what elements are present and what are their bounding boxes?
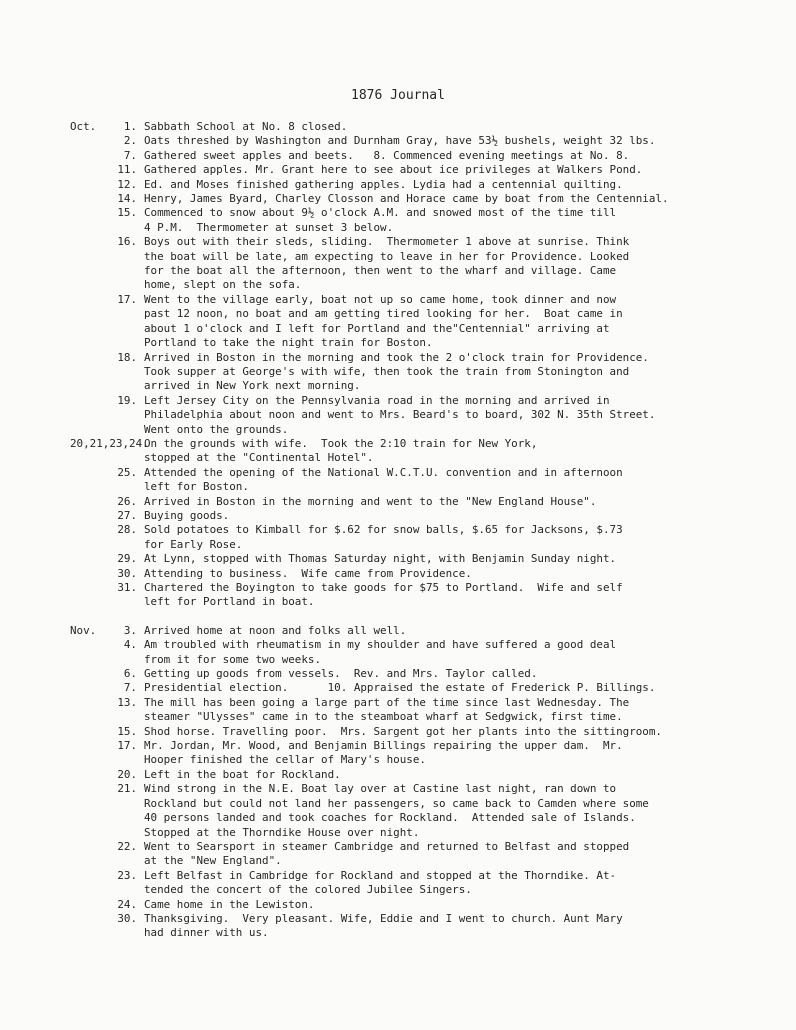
entry-line: Arrived in Boston in the morning and took the 2 o'clock train for Providence. [144, 350, 649, 364]
entry-line: Portland to take the night train for Boston. [144, 336, 433, 350]
entry-day: 11. [117, 163, 137, 177]
journal-entry [70, 840, 770, 869]
journal-entry [70, 725, 770, 739]
entry-month [70, 869, 109, 898]
entry-day: 17. [117, 739, 137, 753]
entry-day: 30. [117, 911, 137, 925]
entry-text [144, 351, 649, 394]
entry-month [70, 567, 109, 581]
entry-text [144, 739, 623, 768]
journal-entry [70, 163, 770, 177]
journal-entry [70, 681, 770, 695]
entry-line: steamer "Ulysses" came in to the steamboat wharf at Sedgwick, first time. [144, 710, 623, 724]
journal-entry [70, 120, 770, 134]
entry-line: Attended the opening of the National W.C.T.U. convention and in afternoon [144, 465, 623, 479]
entry-day: 19. [117, 393, 137, 407]
entry-line: Chartered the Boyington to take goods for $75 to Portland. Wife and self [144, 581, 623, 594]
journal-entry [70, 869, 770, 898]
entry-line: Commenced to snow about 9½ o'clock A.M. and snowed most of the time till [144, 206, 617, 220]
entry-day: 30. [117, 566, 137, 580]
entry-day: 16. [117, 235, 137, 249]
entry-month [70, 581, 109, 610]
entry-line: Gathered sweet apples and beets. 8. Commenced evening meetings at No. 8. [144, 148, 630, 162]
entry-line: arrived in New York next morning. [144, 379, 361, 393]
entry-day: 3. [123, 623, 137, 637]
entry-line: Came home in the Lewiston. [144, 897, 315, 911]
entry-day: 13. [117, 695, 137, 709]
entry-line: Am troubled with rheumatism in my shoulder and have suffered a good deal [144, 638, 617, 652]
entry-month [70, 667, 109, 681]
entry-text [144, 178, 623, 192]
entry-text [144, 667, 537, 681]
entry-text [144, 192, 669, 206]
entry-month [70, 178, 109, 192]
entry-line: Ed. and Moses finished gathering apples. Lydia had a centennial quilting. [144, 177, 623, 191]
journal-entry [70, 437, 770, 466]
entry-text [144, 725, 662, 739]
entry-text [144, 120, 347, 134]
journal-entry [70, 782, 770, 840]
entry-line: for Early Rose. [144, 537, 243, 551]
entry-day: 20. [117, 767, 137, 781]
journal-entry [70, 235, 770, 293]
entry-line: about 1 o'clock and I left for Portland and the"Centennial" arriving at [144, 321, 610, 335]
journal-entry [70, 696, 770, 725]
entry-month [70, 134, 109, 148]
entry-month: Nov. [70, 623, 97, 637]
entry-line: The mill has been going a large part of the time since last Wednesday. The [144, 695, 630, 709]
entry-text [144, 768, 341, 782]
entry-month [70, 782, 109, 840]
journal-entry [70, 149, 770, 163]
entry-text [144, 696, 629, 725]
entry-line: On the grounds with wife. Took the 2:10 train for New York, [144, 436, 538, 450]
entry-line: Arrived in Boston in the morning and went to the "New England House". [144, 494, 597, 508]
entry-day: 25. [117, 465, 137, 479]
entry-month [70, 466, 109, 495]
entry-line: stopped at the "Continental Hotel". [144, 451, 374, 465]
entry-line: past 12 noon, no boat and am getting tired looking for her. Boat came in [144, 307, 623, 321]
entry-text [144, 495, 596, 509]
entry-line: Getting up goods from vessels. Rev. and Mrs. Taylor called. [144, 667, 538, 681]
entry-line: Hooper finished the cellar of Mary's house. [144, 753, 426, 767]
entry-month [70, 696, 109, 725]
entry-text [144, 912, 623, 941]
entry-month [70, 206, 109, 235]
entry-line: 40 persons landed and took coaches for Rockland. Attended sale of Islands. [144, 811, 636, 825]
entry-month [70, 192, 109, 206]
entry-text [144, 134, 655, 148]
entry-day: 23. [117, 868, 137, 882]
entry-text [144, 567, 472, 581]
entry-month [70, 235, 109, 293]
entry-month [70, 293, 109, 351]
entry-month [70, 523, 109, 552]
journal-entry [70, 667, 770, 681]
entry-line: tended the concert of the colored Jubilee Singers. [144, 883, 472, 897]
entry-month [70, 163, 109, 177]
journal-entry [70, 466, 770, 495]
entry-line: Thanksgiving. Very pleasant. Wife, Eddie and I went to church. Aunt Mary [144, 911, 623, 925]
journal-entry [70, 509, 770, 523]
entry-month [70, 768, 109, 782]
journal-entry [70, 552, 770, 566]
entry-day: 28. [117, 523, 137, 537]
entry-line: Mr. Jordan, Mr. Wood, and Benjamin Billings repairing the upper dam. Mr. [144, 739, 623, 753]
journal-entry [70, 768, 770, 782]
entry-month [70, 898, 109, 912]
entry-month: Oct. [70, 120, 97, 133]
journal-entry [70, 739, 770, 768]
month-separator [70, 610, 770, 624]
entry-line: Left Jersey City on the Pennsylvania road in the morning and arrived in [144, 393, 610, 407]
journal-entry [70, 394, 770, 437]
entry-text [144, 466, 623, 495]
entry-line: Stopped at the Thorndike House over night. [144, 825, 420, 839]
entry-month [70, 638, 109, 667]
entry-line: Left in the boat for Rockland. [144, 767, 341, 781]
entry-day: 2. [123, 134, 137, 148]
entry-line: Oats threshed by Washington and Durnham Gray, have 53½ bushels, weight 32 lbs. [144, 134, 656, 148]
entry-month [70, 912, 109, 941]
entry-text [144, 782, 649, 840]
entry-month [70, 149, 109, 163]
entry-line: left for Boston. [144, 480, 249, 494]
entry-day: 26. [117, 494, 137, 508]
entry-day: 17. [117, 292, 137, 306]
entry-month [70, 509, 109, 523]
entry-day: 29. [117, 552, 137, 566]
entry-day: 22. [117, 839, 137, 853]
entry-text [144, 394, 655, 437]
entry-text [144, 869, 616, 898]
entry-text [144, 163, 642, 177]
entry-line: the boat will be late, am expecting to leave in her for Providence. Looked [144, 249, 630, 263]
entry-text [144, 437, 537, 466]
entry-line: Wind strong in the N.E. Boat lay over at Castine last night, ran down to [144, 782, 617, 796]
journal-entry [70, 567, 770, 581]
entry-line: At Lynn, stopped with Thomas Saturday night, with Benjamin Sunday night. [144, 552, 617, 566]
entry-line: home, slept on the sofa. [144, 278, 302, 292]
journal-entry [70, 495, 770, 509]
journal-entry [70, 523, 770, 552]
entry-text [144, 149, 629, 163]
entry-line: at the "New England". [144, 854, 282, 868]
entry-line: Sabbath School at No. 8 closed. [144, 120, 348, 133]
entry-line: Gathered apples. Mr. Grant here to see about ice privileges at Walkers Pond. [144, 163, 643, 177]
entry-text [144, 624, 406, 638]
entry-line: Took supper at George's with wife, then took the train from Stonington and [144, 364, 630, 378]
entry-month [70, 840, 109, 869]
entry-text [144, 523, 623, 552]
entry-day: 7. [123, 148, 137, 162]
entry-month [70, 394, 109, 437]
entry-day: 15. [117, 724, 137, 738]
entry-line: Arrived home at noon and folks all well. [144, 623, 407, 637]
entry-day: 4. [123, 638, 137, 652]
entry-month [70, 725, 109, 739]
entry-text [144, 509, 229, 523]
entry-day: 21. [117, 782, 137, 796]
journal-entry [70, 912, 770, 941]
entry-line: Shod horse. Travelling poor. Mrs. Sargent got her plants into the sittingroom. [144, 724, 662, 738]
entry-text [144, 552, 616, 566]
entry-text [144, 206, 616, 235]
entry-text [144, 681, 655, 695]
entry-line: for the boat all the afternoon, then went to the wharf and village. Came [144, 264, 617, 278]
journal-entry [70, 351, 770, 394]
entry-month [70, 681, 109, 695]
journal-entry [70, 293, 770, 351]
entry-line: Left Belfast in Cambridge for Rockland and stopped at the Thorndike. At- [144, 868, 617, 882]
entry-month [70, 495, 109, 509]
entry-text [144, 293, 623, 351]
entry-line: Philadelphia about noon and went to Mrs. Beard's to board, 302 N. 35th Street. [144, 408, 656, 422]
entry-text [144, 235, 629, 293]
entry-line: left for Portland in boat. [144, 595, 315, 609]
entry-day: 31. [117, 581, 137, 594]
entry-line: Sold potatoes to Kimball for $.62 for snow balls, $.65 for Jacksons, $.73 [144, 523, 623, 537]
journal-entry [70, 638, 770, 667]
entry-line: Went to Searsport in steamer Cambridge and returned to Belfast and stopped [144, 839, 630, 853]
entry-day: 18. [117, 350, 137, 364]
journal-entry [70, 192, 770, 206]
journal-entry [70, 206, 770, 235]
entry-day: 15. [117, 206, 137, 220]
entry-line: Went onto the grounds. [144, 422, 289, 436]
entry-day: 12. [117, 177, 137, 191]
entry-line: Henry, James Byard, Charley Closson and Horace came by boat from the Centennial. [144, 192, 669, 206]
entry-text [144, 581, 623, 610]
journal-entry [70, 624, 770, 638]
entry-line: had dinner with us. [144, 926, 269, 940]
entry-line: Went to the village early, boat not up so came home, took dinner and now [144, 292, 617, 306]
entry-month [70, 552, 109, 566]
entry-day: 7. [123, 681, 137, 695]
entry-line: Buying goods. [144, 508, 230, 522]
entry-text [144, 638, 616, 667]
entry-month [70, 351, 109, 394]
entry-line: Boys out with their sleds, sliding. Thermometer 1 above at sunrise. Think [144, 235, 630, 249]
entry-text [144, 898, 314, 912]
page-title: 1876 Journal [351, 88, 445, 103]
entry-line: Rockland but could not land her passengers, so came back to Camden where some [144, 796, 649, 810]
entry-day: 20,21,23,24. [70, 436, 149, 450]
journal-entry [70, 581, 770, 610]
journal-entries [70, 120, 770, 941]
entry-line: 4 P.M. Thermometer at sunset 3 below. [144, 220, 394, 234]
entry-month [70, 739, 109, 768]
journal-entry [70, 898, 770, 912]
entry-line: Attending to business. Wife came from Providence. [144, 566, 472, 580]
journal-entry [70, 178, 770, 192]
entry-day: 6. [123, 667, 137, 681]
journal-entry [70, 134, 770, 148]
entry-text [144, 840, 629, 869]
entry-day: 24. [117, 897, 137, 911]
entry-day: 27. [117, 508, 137, 522]
entry-line: from it for some two weeks. [144, 652, 322, 666]
entry-day: 14. [117, 192, 137, 206]
entry-line: Presidential election. 10. Appraised the estate of Frederick P. Billings. [144, 681, 656, 695]
entry-day: 1. [123, 120, 137, 133]
